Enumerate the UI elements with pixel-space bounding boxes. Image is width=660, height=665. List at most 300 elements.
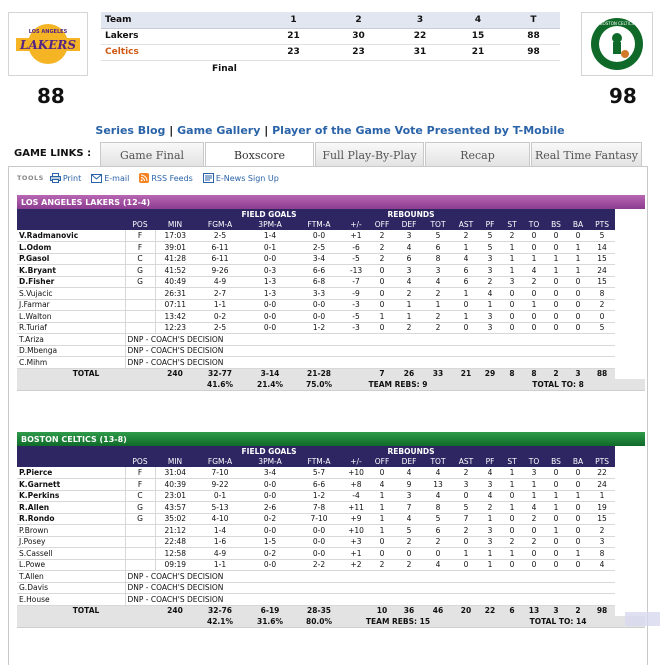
total-label: TOTAL: [17, 368, 155, 379]
stat-ba: 0: [567, 479, 589, 491]
stat-ast: 0: [453, 322, 479, 334]
line-score-row: [101, 44, 560, 60]
stat-3pm-a: 1-5: [245, 536, 295, 548]
stat-st: 2: [501, 230, 523, 242]
player-row: [17, 299, 645, 311]
stat-3pm-a: 0-0: [245, 559, 295, 571]
col-def[interactable]: DEF: [395, 456, 423, 467]
stat-bs: 1: [545, 490, 567, 502]
stat-ast: 2: [453, 467, 479, 479]
total-cell: 29: [479, 368, 501, 379]
stat-ftm-a: 3-3: [295, 288, 343, 300]
stat-min: 13:42: [155, 311, 195, 323]
stat--: -13: [343, 265, 369, 277]
col-ba[interactable]: BA: [567, 219, 589, 230]
stat-pts: 15: [589, 513, 615, 525]
total-cell: 3-14: [245, 368, 295, 379]
stat-pos: F: [125, 242, 155, 254]
stat-tot: 8: [423, 502, 453, 514]
tab-game-final[interactable]: Game Final: [100, 142, 204, 167]
stat-def: 0: [395, 548, 423, 560]
team-rebs-value: 9: [422, 379, 428, 389]
col-tot[interactable]: TOT: [423, 219, 453, 230]
stat-ba: 0: [567, 536, 589, 548]
total-cell: 22: [479, 605, 501, 616]
stat-to: 1: [523, 479, 545, 491]
stat-tot: 4: [423, 559, 453, 571]
link-separator: |: [264, 124, 269, 137]
player-name-link[interactable]: L.Odom: [17, 242, 125, 254]
stat-ba: 0: [567, 559, 589, 571]
total-cell: 26: [395, 368, 423, 379]
col-total: T: [507, 12, 560, 28]
stat-pts: 3: [589, 536, 615, 548]
stat-min: 21:12: [155, 525, 195, 537]
stat-ast: 0: [453, 299, 479, 311]
stat-off: 0: [369, 276, 395, 288]
stat-off: 1: [369, 502, 395, 514]
stat-def: 4: [395, 513, 423, 525]
stat-ftm-a: 0-0: [295, 548, 343, 560]
dnp-row: [17, 571, 645, 583]
stat-min: 12:23: [155, 322, 195, 334]
stat-ast: 7: [453, 513, 479, 525]
player-name-link[interactable]: T.Ariza: [17, 334, 125, 346]
stat-ftm-a: 1-2: [295, 322, 343, 334]
tab-boxscore[interactable]: Boxscore: [205, 142, 314, 167]
player-name-link[interactable]: E.House: [17, 594, 125, 606]
player-row: [17, 479, 645, 491]
tab-real-time-fantasy[interactable]: Real Time Fantasy: [531, 142, 642, 167]
stat-st: 0: [501, 513, 523, 525]
stat-pts: 24: [589, 479, 615, 491]
stat-ba: 0: [567, 311, 589, 323]
stat-def: 1: [395, 299, 423, 311]
lakers-logo[interactable]: [8, 12, 88, 76]
stat-to: 0: [523, 242, 545, 254]
stat-st: 0: [501, 559, 523, 571]
stat-min: 41:52: [155, 265, 195, 277]
col-q4: 4: [449, 12, 507, 28]
col-to[interactable]: TO: [523, 456, 545, 467]
total-label: TOTAL: [17, 605, 155, 616]
player-row: [17, 502, 645, 514]
stat-st: 0: [501, 311, 523, 323]
stat-def: 3: [395, 490, 423, 502]
print-label: Print: [62, 173, 82, 183]
col-bs[interactable]: BS: [545, 456, 567, 467]
stat-ftm-a: 0-0: [295, 536, 343, 548]
stat-ba: 0: [567, 299, 589, 311]
total-cell: 3: [567, 368, 589, 379]
pct-blank: [615, 379, 645, 390]
dnp-reason: DNP - COACH'S DECISION: [125, 594, 615, 606]
line-score-cell: 23: [326, 44, 391, 60]
stat--: +10: [343, 467, 369, 479]
stat-fgm-a: 4-10: [195, 513, 245, 525]
dnp-reason: DNP - COACH'S DECISION: [125, 334, 615, 346]
stat-ftm-a: 2-2: [295, 559, 343, 571]
total-cell: 36: [395, 605, 423, 616]
rss-tool[interactable]: [139, 173, 193, 183]
group-field-goals: FIELD GOALS: [195, 446, 343, 456]
total-cell: 10: [369, 605, 395, 616]
stat-ftm-a: 3-4: [295, 253, 343, 265]
stat-to: 2: [523, 513, 545, 525]
player-name-link[interactable]: L.Walton: [17, 311, 125, 323]
col-pf[interactable]: PF: [479, 219, 501, 230]
stat-bs: 0: [545, 299, 567, 311]
tab-recap[interactable]: Recap: [425, 142, 530, 167]
stat-tot: 2: [423, 536, 453, 548]
stat-ast: 1: [453, 288, 479, 300]
email-tool[interactable]: [91, 174, 129, 183]
stat-fgm-a: 6-11: [195, 242, 245, 254]
rss-label: RSS Feeds: [151, 173, 193, 183]
stat-off: 4: [369, 479, 395, 491]
stat-st: 0: [501, 288, 523, 300]
group-rebounds: REBOUNDS: [369, 209, 453, 219]
dnp-row: [17, 345, 645, 357]
group-field-goals: FIELD GOALS: [195, 209, 343, 219]
player-name-link[interactable]: K.Bryant: [17, 265, 125, 277]
player-name-link[interactable]: D.Fisher: [17, 276, 125, 288]
col-min[interactable]: MIN: [155, 456, 195, 467]
stat--: +9: [343, 513, 369, 525]
stat-ba: 0: [567, 230, 589, 242]
line-score-cell: 15: [449, 28, 507, 44]
player-row: [17, 253, 645, 265]
column-header-row: [17, 456, 645, 467]
stat-min: 07:11: [155, 299, 195, 311]
col-ftm-a[interactable]: FTM-A: [295, 219, 343, 230]
total-turnovers: [501, 379, 615, 390]
stat-fgm-a: 6-11: [195, 253, 245, 265]
player-name-link[interactable]: J.Posey: [17, 536, 125, 548]
celtics-team-header: BOSTON CELTICS (13-8): [17, 432, 645, 446]
stat-st: 0: [501, 490, 523, 502]
total-cell: 6-19: [245, 605, 295, 616]
player-row: [17, 288, 645, 300]
stat-fgm-a: 1-1: [195, 559, 245, 571]
player-vote-link[interactable]: Player of the Game Vote Presented by T-Mobile: [272, 124, 565, 137]
stat-fgm-a: 1-1: [195, 299, 245, 311]
col-min[interactable]: MIN: [155, 219, 195, 230]
stat-ast: 5: [453, 502, 479, 514]
col-bs[interactable]: BS: [545, 219, 567, 230]
player-name-link[interactable]: S.Vujacic: [17, 288, 125, 300]
player-row: [17, 525, 645, 537]
stat--: -7: [343, 276, 369, 288]
col-off[interactable]: OFF: [369, 456, 395, 467]
three-pct: 21.4%: [245, 379, 295, 390]
stat-st: 2: [501, 536, 523, 548]
three-pct: 31.6%: [245, 616, 295, 627]
col-3pm-a[interactable]: 3PM-A: [245, 219, 295, 230]
pct-blank: [17, 379, 195, 390]
stat-st: 1: [501, 502, 523, 514]
stat-pf: 3: [479, 322, 501, 334]
total-cell: 13: [523, 605, 545, 616]
stat-pts: 15: [589, 276, 615, 288]
player-name-link[interactable]: D.Mbenga: [17, 345, 125, 357]
col-pts[interactable]: PTS: [589, 456, 615, 467]
col-st[interactable]: ST: [501, 456, 523, 467]
lakers-logo-text: LAKERS: [20, 38, 76, 52]
pct-blank: [453, 616, 501, 627]
stat-pos: [125, 559, 155, 571]
col-pos[interactable]: POS: [125, 219, 155, 230]
stat--: -6: [343, 242, 369, 254]
stat-pts: 0: [589, 311, 615, 323]
stat-tot: 2: [423, 311, 453, 323]
stat-to: 0: [523, 322, 545, 334]
stat-st: 1: [501, 253, 523, 265]
stat-ast: 6: [453, 276, 479, 288]
col-def[interactable]: DEF: [395, 219, 423, 230]
player-name-link[interactable]: R.Turiaf: [17, 322, 125, 334]
printer-icon: [50, 173, 61, 183]
enews-label: E-News Sign Up: [215, 173, 279, 183]
col-ast[interactable]: AST: [453, 456, 479, 467]
stat-pos: G: [125, 513, 155, 525]
col--[interactable]: +/-: [343, 456, 369, 467]
stat-off: 1: [369, 490, 395, 502]
stat-ba: 0: [567, 513, 589, 525]
stat--: -3: [343, 299, 369, 311]
stat-3pm-a: 0-2: [245, 513, 295, 525]
player-name-link[interactable]: J.Farmar: [17, 299, 125, 311]
stat-pts: 22: [589, 467, 615, 479]
col-fgm-a[interactable]: FGM-A: [195, 456, 245, 467]
stat-to: 1: [523, 299, 545, 311]
stat-def: 5: [395, 525, 423, 537]
player-name-link[interactable]: K.Garnett: [17, 479, 125, 491]
stat-to: 4: [523, 502, 545, 514]
stat-to: 2: [523, 276, 545, 288]
lakers-logo-arc: LOS ANGELES: [28, 29, 68, 35]
player-name-link[interactable]: K.Perkins: [17, 490, 125, 502]
stat-pf: 3: [479, 525, 501, 537]
stat-pf: 3: [479, 265, 501, 277]
stat-to: 0: [523, 559, 545, 571]
line-score-table: [101, 12, 560, 61]
stat-st: 1: [501, 467, 523, 479]
stat-tot: 6: [423, 242, 453, 254]
stat-bs: 0: [545, 230, 567, 242]
stat-pts: 15: [589, 253, 615, 265]
stat-st: 0: [501, 322, 523, 334]
line-score-team[interactable]: Lakers: [101, 28, 261, 44]
group-blank: [453, 446, 615, 456]
stat-ftm-a: 7-8: [295, 502, 343, 514]
stat-off: 0: [369, 265, 395, 277]
stat-tot: 13: [423, 479, 453, 491]
stat-bs: 0: [545, 513, 567, 525]
scroll-handle[interactable]: [625, 612, 660, 626]
stat-ftm-a: 0-0: [295, 299, 343, 311]
line-score-cell: 98: [507, 44, 560, 60]
player-name-link[interactable]: T.Allen: [17, 571, 125, 583]
col-fgm-a[interactable]: FGM-A: [195, 219, 245, 230]
col-ast[interactable]: AST: [453, 219, 479, 230]
group-blank: [343, 446, 369, 456]
stat-pf: 2: [479, 276, 501, 288]
player-name-link[interactable]: R.Rondo: [17, 513, 125, 525]
stat-3pm-a: 0-0: [245, 253, 295, 265]
stat-off: 0: [369, 467, 395, 479]
stat-pos: [125, 525, 155, 537]
col-ba[interactable]: BA: [567, 456, 589, 467]
col--[interactable]: +/-: [343, 219, 369, 230]
stat-ba: 1: [567, 548, 589, 560]
stat-st: 1: [501, 548, 523, 560]
stat-fgm-a: 2-5: [195, 230, 245, 242]
total-cell: [343, 605, 369, 616]
player-row: [17, 548, 645, 560]
player-name-link[interactable]: G.Davis: [17, 582, 125, 594]
print-tool[interactable]: [50, 173, 81, 183]
stat-ast: 3: [453, 479, 479, 491]
percentages-row: [17, 379, 645, 390]
line-score-team[interactable]: Celtics: [101, 44, 261, 60]
stat-min: 39:01: [155, 242, 195, 254]
stat-def: 4: [395, 242, 423, 254]
col-to[interactable]: TO: [523, 219, 545, 230]
col-3pm-a[interactable]: 3PM-A: [245, 456, 295, 467]
enews-tool[interactable]: [203, 173, 279, 183]
stat-3pm-a: 0-3: [245, 265, 295, 277]
stat-pf: 1: [479, 548, 501, 560]
player-name-link[interactable]: C.Mihm: [17, 357, 125, 369]
stat-to: 0: [523, 230, 545, 242]
stat-st: 1: [501, 242, 523, 254]
col-st[interactable]: ST: [501, 219, 523, 230]
stat-ftm-a: 6-6: [295, 479, 343, 491]
stat-to: 3: [523, 467, 545, 479]
stat-off: 2: [369, 253, 395, 265]
player-name-link[interactable]: P.Gasol: [17, 253, 125, 265]
total-cell: 240: [155, 605, 195, 616]
col-tot[interactable]: TOT: [423, 456, 453, 467]
stat-ast: 0: [453, 536, 479, 548]
stat--: +8: [343, 479, 369, 491]
stat-def: 9: [395, 479, 423, 491]
player-name-link[interactable]: P.Brown: [17, 525, 125, 537]
col-player: [17, 456, 125, 467]
stat-bs: 0: [545, 242, 567, 254]
player-row: [17, 276, 645, 288]
group-blank: [453, 209, 615, 219]
line-score-cell: 30: [326, 28, 391, 44]
player-name-link[interactable]: R.Allen: [17, 502, 125, 514]
col-pf[interactable]: PF: [479, 456, 501, 467]
stat-3pm-a: 1-3: [245, 288, 295, 300]
stat-ba: 0: [567, 288, 589, 300]
player-name-link[interactable]: P.Pierce: [17, 467, 125, 479]
column-header-row: [17, 219, 645, 230]
stat-fgm-a: 2-7: [195, 288, 245, 300]
total-cell: 240: [155, 368, 195, 379]
stat-ast: 4: [453, 253, 479, 265]
stat-off: 1: [369, 525, 395, 537]
stat-def: 1: [395, 311, 423, 323]
stat-ftm-a: 0-0: [295, 525, 343, 537]
stat-ast: 0: [453, 559, 479, 571]
player-name-link[interactable]: L.Powe: [17, 559, 125, 571]
line-score-cell: 21: [261, 28, 326, 44]
col-player: [17, 219, 125, 230]
total-cell: 21-28: [295, 368, 343, 379]
team-rebs-label: TEAM REBS:: [368, 379, 420, 389]
fg-pct: 41.6%: [195, 379, 245, 390]
col-off[interactable]: OFF: [369, 219, 395, 230]
stat-off: 0: [369, 299, 395, 311]
total-turnovers: [501, 616, 615, 627]
tools-bar: [17, 173, 289, 183]
stat-ba: 1: [567, 490, 589, 502]
player-row: [17, 265, 645, 277]
stat-min: 31:04: [155, 467, 195, 479]
col-team: Team: [101, 12, 261, 28]
stat-ba: 0: [567, 502, 589, 514]
stat-ba: 1: [567, 253, 589, 265]
series-blog-link[interactable]: Series Blog: [95, 124, 166, 137]
total-to-value: 14: [576, 616, 587, 626]
line-score-header: [101, 12, 560, 28]
stat-pos: [125, 548, 155, 560]
col-pos[interactable]: POS: [125, 456, 155, 467]
stat-ftm-a: 6-6: [295, 265, 343, 277]
player-row: [17, 311, 645, 323]
stat-3pm-a: 0-0: [245, 322, 295, 334]
player-name-link[interactable]: V.Radmanovic: [17, 230, 125, 242]
stat-bs: 0: [545, 548, 567, 560]
stat--: +3: [343, 536, 369, 548]
col-q3: 3: [391, 12, 449, 28]
stat-ba: 0: [567, 525, 589, 537]
player-name-link[interactable]: S.Cassell: [17, 548, 125, 560]
dnp-row: [17, 334, 645, 346]
stat-bs: 1: [545, 253, 567, 265]
stat-3pm-a: 1-4: [245, 230, 295, 242]
group-blank: [343, 209, 369, 219]
stat-st: 1: [501, 265, 523, 277]
player-row: [17, 467, 645, 479]
stat-pf: 1: [479, 559, 501, 571]
stat-min: 09:19: [155, 559, 195, 571]
tab-full-play-by-play[interactable]: Full Play-By-Play: [315, 142, 424, 167]
group-blank: [17, 446, 195, 456]
celtics-logo[interactable]: [581, 12, 653, 76]
stat-pos: [125, 322, 155, 334]
stat-pf: 3: [479, 536, 501, 548]
total-to-label: TOTAL TO:: [529, 616, 574, 626]
col-ftm-a[interactable]: FTM-A: [295, 456, 343, 467]
stat-pf: 1: [479, 513, 501, 525]
stat-bs: 0: [545, 322, 567, 334]
stat-pos: [125, 311, 155, 323]
col-pts[interactable]: PTS: [589, 219, 615, 230]
col-q2: 2: [326, 12, 391, 28]
stat-pts: 19: [589, 502, 615, 514]
total-cell: 33: [423, 368, 453, 379]
line-score-cell: 22: [391, 28, 449, 44]
stat-ast: 1: [453, 311, 479, 323]
stat--: -5: [343, 311, 369, 323]
total-cell: 88: [589, 368, 615, 379]
game-gallery-link[interactable]: Game Gallery: [177, 124, 261, 137]
